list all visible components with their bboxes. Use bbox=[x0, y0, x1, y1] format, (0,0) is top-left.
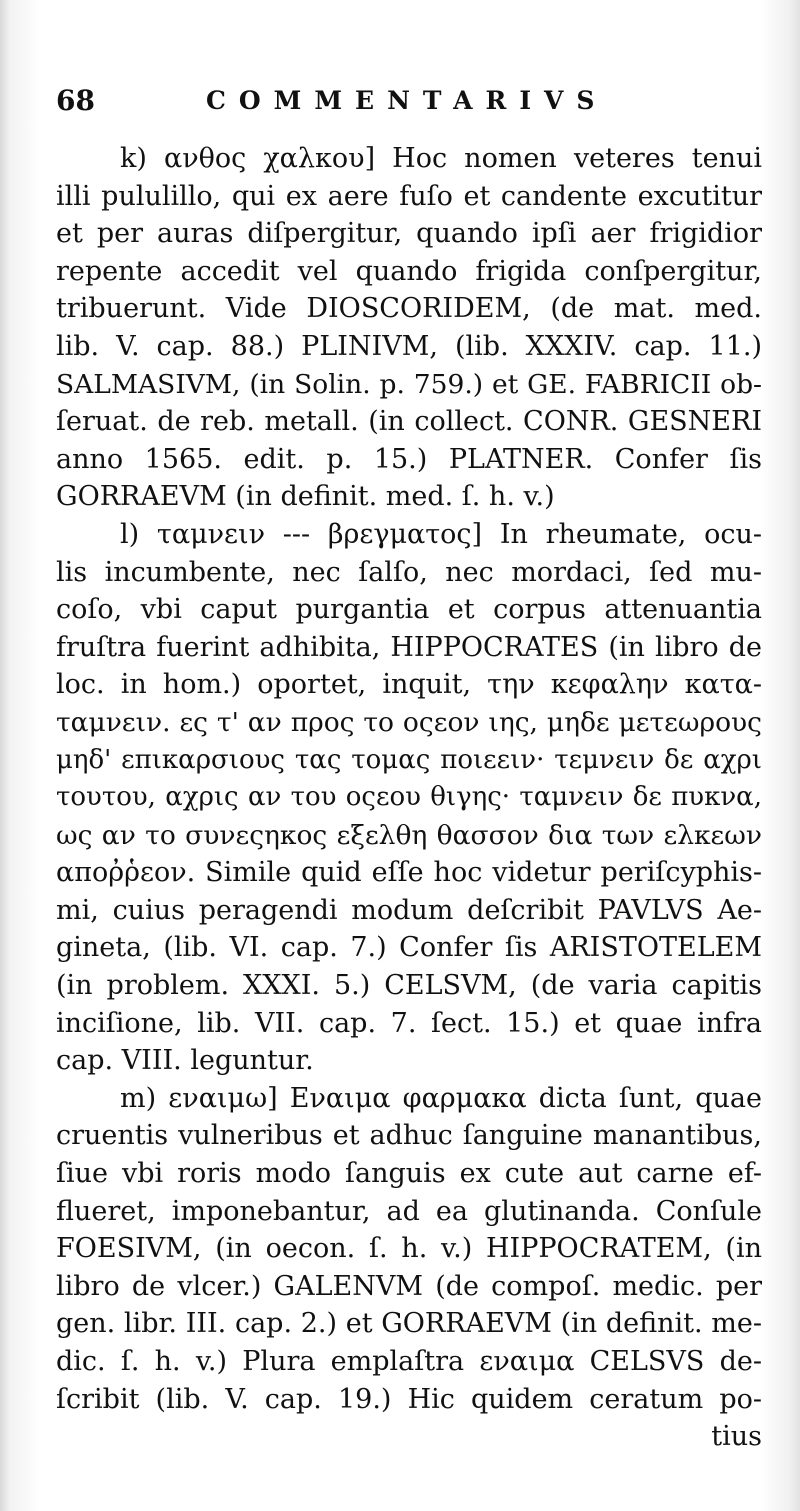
text-line: FOESIVM, (in oecon. ſ. h. v.) HIPPOCRATEM, (in bbox=[56, 1233, 762, 1265]
text-line: ſiue vbi roris modo ſanguis ex cute aut carne ef- bbox=[56, 1158, 762, 1190]
text-line: libro de vlcer.) GALENVM (de compoſ. medic. per bbox=[56, 1270, 762, 1302]
page-header bbox=[56, 84, 760, 124]
text-line: τουτου, αχρις αν του οςεου θιγης· ταμνειν δε πυκνα, bbox=[56, 782, 762, 813]
text-line: cruentis vulneribus et adhuc ſanguine manantibus, bbox=[56, 1120, 762, 1152]
text-line: l) ταμνειν --- βρεγματος] In rheumate, ocu- bbox=[120, 518, 762, 550]
catchword: tius bbox=[711, 1421, 762, 1453]
page-body bbox=[56, 140, 762, 1456]
text-line: m) εναιμω] Εναιμα φαρμακα dicta ſunt, quae bbox=[120, 1082, 762, 1114]
text-line: loc. in hom.) oportet, inquit, την κεφαλην κατα- bbox=[56, 669, 762, 701]
text-line: gen. libr. III. cap. 2.) et GORRAEVM (in definit. me- bbox=[56, 1308, 762, 1340]
text-line: GORRAEVM (in definit. med. ſ. h. v.) bbox=[56, 481, 555, 513]
text-line: cap. VIII. leguntur. bbox=[56, 1045, 314, 1077]
running-head: COMMENTARIVS bbox=[206, 86, 608, 115]
text-line: lib. V. cap. 88.) PLINIVM, (lib. XXXIV. cap. 11.) bbox=[56, 330, 762, 362]
text-line: anno 1565. edit. p. 15.) PLATNER. Confer ſis bbox=[56, 443, 762, 475]
text-line: tribuerunt. Vide DIOSCORIDEM, (de mat. med. bbox=[56, 293, 762, 325]
text-line: lis incumbente, nec ſalſo, nec mordaci, ſed mu- bbox=[56, 556, 762, 588]
text-line: illi pululillo, qui ex aere fuſo et candente excutitur bbox=[56, 180, 762, 212]
text-line: repente accedit vel quando frigida conſpergitur, bbox=[56, 255, 762, 287]
text-line: inciſione, lib. VII. cap. 7. ſect. 15.) et quae infra bbox=[56, 1007, 762, 1039]
text-line: gineta, (lib. VI. cap. 7.) Confer ſis ARISTOTELEM bbox=[56, 932, 762, 964]
text-line: SALMASIVM, (in Solin. p. 759.) et GE. FABRICII ob- bbox=[56, 368, 762, 400]
text-line: ſeruat. de reb. metall. (in collect. CONR. GESNERI bbox=[56, 406, 762, 438]
page-number: 68 bbox=[56, 84, 95, 117]
text-line: dic. ſ. h. v.) Plura emplaſtra εναιμα CELSVS de- bbox=[56, 1346, 762, 1377]
text-line: (in problem. XXXI. 5.) CELSVM, (de varia capitis bbox=[56, 970, 762, 1002]
text-line: mi, cuius peragendi modum deſcribit PAVLVS Ae- bbox=[56, 894, 762, 926]
text-line: ως αν το συνεςηκος εξελθη θασσον δια των ελκεων bbox=[56, 819, 762, 851]
text-line: coſo, vbi caput purgantia et corpus attenuantia bbox=[56, 594, 762, 626]
text-line: ταμνειν. ες τ' αν προς το οςεον ιης, μηδε μετεωρους bbox=[56, 706, 762, 738]
text-line: fruſtra fuerint adhibita, HIPPOCRATES (in libro de bbox=[56, 631, 762, 663]
text-line: ſcribit (lib. V. cap. 19.) Hic quidem ceratum po- bbox=[56, 1383, 762, 1415]
text-line: k) ανθος χαλκου] Hoc nomen veteres tenui bbox=[120, 143, 762, 174]
text-line: μηδ' επικαρσιους τας τομας ποιεειν· τεμνειν δε αχρι bbox=[56, 744, 762, 775]
text-line: αποῤῥεον. Simile quid eſſe hoc videtur periſcyphis- bbox=[56, 857, 762, 889]
text-line: et per auras diſpergitur, quando ipſi aer frigidior bbox=[56, 218, 762, 250]
text-line: flueret, imponebantur, ad ea glutinanda. Conſule bbox=[56, 1195, 762, 1227]
